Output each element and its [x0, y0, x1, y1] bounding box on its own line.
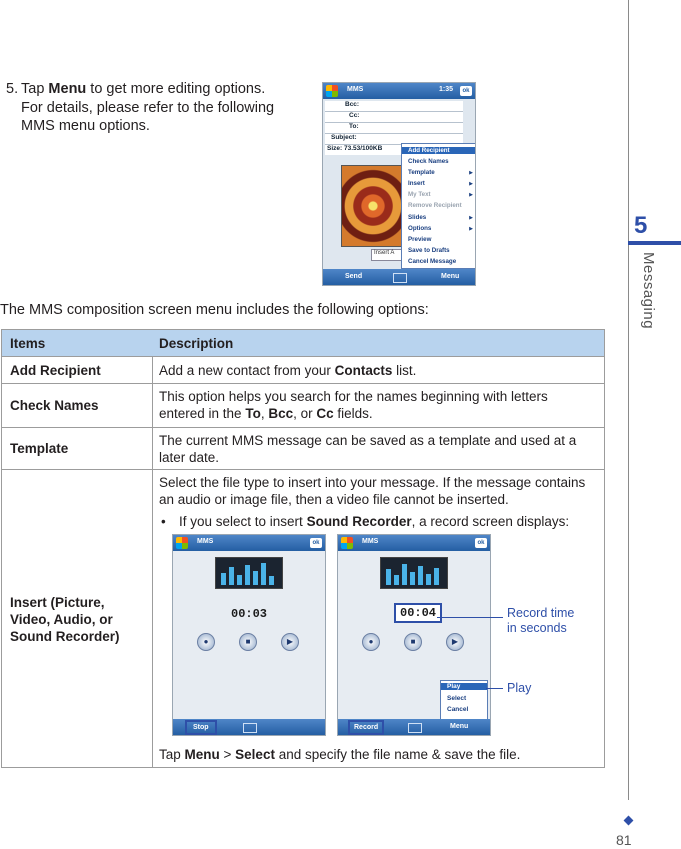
chapter-number: 5 — [634, 212, 648, 239]
menu-item: Check Names — [408, 158, 449, 165]
item-template: Template — [10, 441, 69, 456]
context-menu — [401, 143, 476, 269]
table-row — [2, 357, 604, 384]
popup-select: Select — [447, 695, 467, 702]
record-softkey: Record — [348, 720, 384, 735]
desc-check-names — [159, 388, 597, 422]
select-bold: Select — [235, 747, 275, 762]
menu-bold: Menu — [184, 747, 220, 762]
callout-line-time — [437, 617, 503, 618]
title-bar — [173, 535, 325, 551]
menu-softkey: Menu — [441, 273, 460, 280]
popup-cancel: Cancel — [447, 706, 469, 713]
desc-insert — [159, 474, 597, 530]
bcc-bold: Bcc — [268, 406, 294, 421]
menu-item: Preview — [408, 236, 432, 243]
chapter-label: Messaging — [640, 252, 657, 330]
desc-text: , — [260, 406, 269, 421]
bcc-field: Bcc: — [325, 101, 463, 112]
subject-field: Subject: — [325, 134, 463, 145]
item-add-recipient: Add Recipient — [10, 363, 101, 378]
insert-box: Insert A — [371, 249, 415, 261]
menu-item: Cancel Message — [408, 258, 457, 265]
keyboard-icon — [243, 723, 257, 733]
desc-footer — [159, 746, 597, 763]
intro-text: The MMS composition screen menu includes the following options: — [0, 302, 429, 318]
desc-text: Tap — [159, 747, 185, 762]
callout-play: Play — [507, 681, 532, 695]
soft-key-bar — [173, 719, 325, 735]
desc-line: later date. — [159, 450, 220, 465]
record-control-icon: ● — [197, 633, 215, 651]
menu-item: Add Recipient — [402, 147, 476, 154]
size-field: Size: 73.53/100KB — [325, 145, 463, 155]
table-row — [2, 384, 604, 428]
play-control-icon: ▶ — [446, 633, 464, 651]
desc-text: , or — [293, 406, 317, 421]
step-text — [21, 80, 291, 136]
desc-line: The current MMS message can be saved as a template and used at a — [159, 433, 577, 448]
record-time-highlighted: 00:04 — [394, 603, 442, 623]
page-number: 81 — [616, 832, 632, 848]
item-insert — [10, 594, 120, 645]
ok-button: ok — [310, 538, 322, 548]
chapter-bar — [628, 241, 681, 245]
cc-field: Cc: — [325, 112, 463, 123]
desc-text: Add a new contact from your — [159, 363, 335, 378]
popup-play: Play — [441, 683, 487, 690]
desc-add-recipient — [159, 362, 597, 379]
bullet-icon: • — [161, 514, 166, 529]
stop-softkey: Stop — [185, 720, 217, 735]
record-time: 00:03 — [231, 607, 268, 621]
play-control-icon: ▶ — [281, 633, 299, 651]
desc-text: , a record screen displays: — [411, 514, 570, 529]
desc-template — [159, 432, 597, 466]
send-softkey: Send — [345, 273, 363, 280]
stop-control-icon: ■ — [404, 633, 422, 651]
soft-key-bar — [323, 269, 475, 285]
play-popup-menu — [440, 680, 488, 720]
sound-recorder-bold: Sound Recorder — [306, 514, 412, 529]
ok-button: ok — [460, 86, 472, 96]
recorder-title: MMS — [362, 538, 379, 545]
desc-text: and specify the file name & save the file. — [274, 747, 521, 762]
windows-start-icon — [326, 85, 338, 97]
item-insert-line: Sound Recorder) — [10, 629, 120, 644]
to-bold: To — [245, 406, 261, 421]
ok-button: ok — [475, 538, 487, 548]
header-description: Description — [159, 336, 234, 351]
soft-key-bar — [338, 719, 490, 735]
desc-line: Select the file type to insert into your message. If the message contains — [159, 475, 586, 490]
record-control-icon: ● — [362, 633, 380, 651]
item-check-names: Check Names — [10, 398, 99, 413]
header-items: Items — [10, 336, 46, 351]
step-text-1b: to get more editing options. — [86, 81, 266, 97]
desc-text: fields. — [333, 406, 373, 421]
step-number: 5. — [6, 81, 19, 97]
desc-bold: Contacts — [334, 363, 393, 378]
menu-item: Insert — [408, 180, 425, 187]
cc-bold: Cc — [316, 406, 334, 421]
desc-text: list. — [392, 363, 417, 378]
equalizer-graphic — [380, 557, 448, 589]
menu-item: Template — [408, 169, 435, 176]
step-menu-bold: Menu — [48, 81, 87, 97]
stop-control-icon: ■ — [239, 633, 257, 651]
to-field: To: — [325, 123, 463, 134]
callout-line-play — [486, 688, 503, 689]
menu-item: Slides — [408, 214, 427, 221]
submenu-arrow-icon: ▶ — [469, 226, 473, 232]
step-text-1a: Tap — [21, 81, 49, 97]
submenu-arrow-icon: ▶ — [469, 215, 473, 221]
recorder-screen-play — [337, 534, 491, 736]
side-rule — [628, 0, 629, 800]
menu-item: Save to Drafts — [408, 247, 450, 254]
phone-title: MMS — [347, 86, 364, 93]
menu-softkey: Menu — [450, 723, 469, 730]
recorder-screen-stop — [172, 534, 326, 736]
recorder-title: MMS — [197, 538, 214, 545]
keyboard-icon — [393, 273, 407, 283]
desc-line: an audio or image file, then a video file cannot be inserted. — [159, 492, 509, 507]
table-header — [2, 330, 604, 357]
diamond-icon — [624, 816, 634, 826]
bullet-item — [159, 513, 597, 530]
item-insert-line: Video, Audio, or — [10, 612, 113, 627]
title-bar — [323, 83, 475, 99]
desc-text: entered in the — [159, 406, 246, 421]
submenu-arrow-icon: ▶ — [469, 192, 473, 198]
phone-clock: 1:35 — [439, 86, 454, 93]
windows-start-icon — [341, 537, 353, 549]
desc-text: > — [219, 747, 236, 762]
submenu-arrow-icon: ▶ — [469, 170, 473, 176]
flower-picture — [341, 165, 405, 247]
table-row — [2, 428, 604, 470]
item-insert-line: Insert (Picture, — [10, 595, 105, 610]
menu-item: Remove Recipient — [408, 202, 462, 209]
desc-text: If you select to insert — [179, 514, 307, 529]
equalizer-graphic — [215, 557, 283, 589]
title-bar — [338, 535, 490, 551]
callout-record-time — [507, 606, 574, 636]
desc-line: This option helps you search for the names beginning with letters — [159, 389, 548, 404]
mms-menu-screenshot — [322, 82, 476, 286]
submenu-arrow-icon: ▶ — [469, 181, 473, 187]
windows-start-icon — [176, 537, 188, 549]
callout-text: in seconds — [507, 621, 567, 635]
step-text-2: For details, please refer to the following — [21, 99, 275, 116]
step-text-3: MMS menu options. — [21, 118, 150, 134]
callout-text: Record time — [507, 606, 575, 620]
menu-item: My Text — [408, 191, 431, 198]
menu-item: Options — [408, 225, 432, 232]
keyboard-icon — [408, 723, 422, 733]
